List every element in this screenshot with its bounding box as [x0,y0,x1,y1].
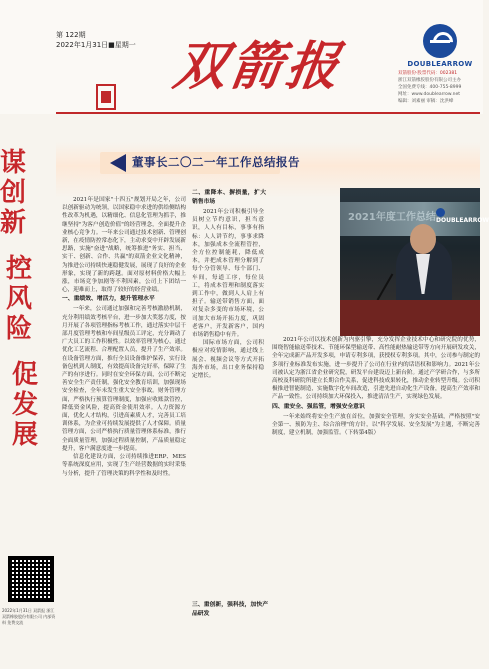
qr-code-icon[interactable] [8,556,54,602]
section-heading-4: 四、重安全、强监管，增强安全意识 [272,403,365,410]
doublearrow-logo-icon [423,24,457,58]
editor-line: 编辑：刘素丽 审稿：沈洪峰 [398,99,454,104]
section-heading-3: 三、重创新，强科技，加快产品研发 [192,602,268,617]
section-heading-2: 二、重降本、摒损量，扩大销售市场 [192,190,266,205]
newspaper-emblem-icon [96,84,116,110]
article-column-3 [272,336,480,666]
microphone-icon [377,274,394,301]
masthead-info [398,70,482,105]
article-column-2-bottom [192,600,268,666]
article-headline: 董事长二〇二一年工作总结报告 [132,155,300,169]
speaker-photo [340,188,489,336]
vertical-slogan [0,148,52,450]
slogan-char: 新 [0,208,27,238]
speaker-head [410,224,436,254]
issue-info [56,30,136,50]
newspaper-title: 双箭报 [170,36,347,97]
doublearrow-logo-icon [436,208,445,217]
slogan-char: 险 [6,314,33,344]
brand-name: DOUBLEARROW [407,60,473,68]
photo-screen-text: 2021年度工作总结 [348,212,436,223]
section-heading-1: 一、重绩效、增活力，提升管理水平 [62,296,155,303]
stock-code-line: 双箭股份·股票代码：002381 [398,71,458,76]
photo-logo-text: DOUBLEARROW [436,217,489,224]
slogan-char: 展 [12,420,39,450]
section-4-body: 一年来始终将安全生产放在首位，加强安全管理，夯实安全基础，严格按照"安全第一、预防为主、综合治理"的方针，以"科学发展、安全发展"为主题，不断完善制度，建立机制，加强监管。（下转第4版） [272,413,480,437]
podium [340,300,480,336]
slogan-column-2 [6,254,34,344]
issue-date: 2022年1月31日■星期一 [56,41,136,49]
masthead [0,0,483,114]
slogan-char: 谋 [0,148,27,178]
section-2-body: 2021年公司积极引导全员树立节约意识，担当意识，人人有目标，事事有指标：人人讲节约，事事求降本，加强成本全流程管控，全方位控制能耗，降低成本，并把成本管理分解到了每个分管领导、每个部门、车间，每道工序，每位员工，将成本管理和制度落实到工作中，做到人人肩上有担子。输送带销售方面，面对复杂多变的市场环境，公司加大市场开拓力度，巩固老客户，开发新客户，国内市场销售稳中有升。 [192,209,264,339]
slogan-column-1 [0,148,28,238]
article-intro: 2021年是国家"十四五"规划开局之年，公司以创新驱动为统领，以国家稳中求进的供给侧结构性改革为机遇，以精细化、信息化管理为抓手，推继坚持"为客户创造价值"的经营理念，全面提升企业核心竞争力。一年来公司通过技术创新、管理创新，在疫情防控常态化下，主动求变中开辟发展新思路，实施"奋进"战略，统筹推进"务实、担当、实干、创新、合作、共赢"的双箭企业文化精神，为推进公司持续快速稳健发展，展现了良好的企业形象，实现了新的跨越。面对原材料价格大幅上涨，市场竞争加剧等不利因素，公司上下团结一心，迎难而上，取得了较好的经营业绩。 [62,197,186,294]
publisher-line: 浙江双箭橡胶股份有限公司主办 [398,78,461,83]
hotline-line: 全国免费专线：400-755-8999 [398,85,462,90]
slogan-char: 创 [0,178,27,208]
website-line: 网址：www.doublearrow.net [398,92,461,97]
issue-number: 第 122期 [56,31,86,39]
masthead-divider [56,112,480,114]
photo-logo [436,208,489,224]
article-column-2 [192,188,264,598]
section-2-body-2: 国际市场方面，公司积极应对疫情影响，通过线上展会、视频会议等方式开拓海外市场，出口业务保持稳定增长。 [192,340,264,380]
section-1-body-2: 信息化建设方面，公司持续推进ERP、MES等系统深度应用，实现了生产经营数据的实时采集与分析，提升了管理决策的科学性和及时性。 [62,454,186,477]
section-1-body: 一年来，公司通过加强和完善考核激励机制，充分利用绩效考核平台，进一步加大奖惩力度，按月开展了各项管理指标考核工作，通过落实中层干部月度管理考核和车间星级员工评定，充分调动了广大员工的工作积极性。以效率管理为核心，通过优化工艺流程、合理配置人员，提升了生产效率。在设备管理方面，推行全员设备维护保养，实行设备包机到人制度，有效提高设备完好率，保障了生产的有序进行。同时在安全环保方面，公司不断完善安全生产责任制，强化安全教育培训，加强现场安全检查，全年未发生重大安全事故。财务管理方面，严格执行预算管理制度，加强应收账款管控，降低资金风险，提高资金使用效率。人力资源方面，优化人才结构，引进高素质人才，完善员工培训体系，为企业可持续发展提供了人才保障。质量管理方面，公司严格执行质量管理体系标准，推行全面质量管理，加强过程质量控制，产品质量稳定提升，客户满意度进一步提高。 [62,306,186,452]
slogan-column-3 [12,360,40,450]
slogan-char: 控 [6,254,33,284]
slogan-char: 促 [12,360,39,390]
slogan-char: 发 [12,390,39,420]
article-column-1 [62,196,186,666]
section-3-body: 2021年公司以技术创新为内驱引擎，充分发挥企业技术中心和研究院的优势，围绕智能输送带技术、节能环保型输送带、高性能耐热输送带等方向开展研发攻关，全年完成新产品开发多项，申请专利多项，获授权专利多项。其中，公司参与制定的多项行业标准发布实施，进一步提升了公司在行业内的话语权和影响力。2021年公司被认定为浙江省企业研究院，研发平台建设迈上新台阶。通过产学研合作，与多所高校及科研院所建立长期合作关系，促进科技成果转化，推动企业转型升级。公司积极推进智能制造，实施数字化车间改造，引进先进自动化生产设备，提高生产效率和产品一致性。公司持续加大环保投入，推进清洁生产，实现绿色发展。 [272,337,480,401]
slogan-char: 风 [6,284,33,314]
brand-logo [400,24,480,68]
qr-caption: 2022年1月31日 双箭报 浙江双箭橡胶股份有限公司 内部资料 免费交流 [2,608,56,625]
